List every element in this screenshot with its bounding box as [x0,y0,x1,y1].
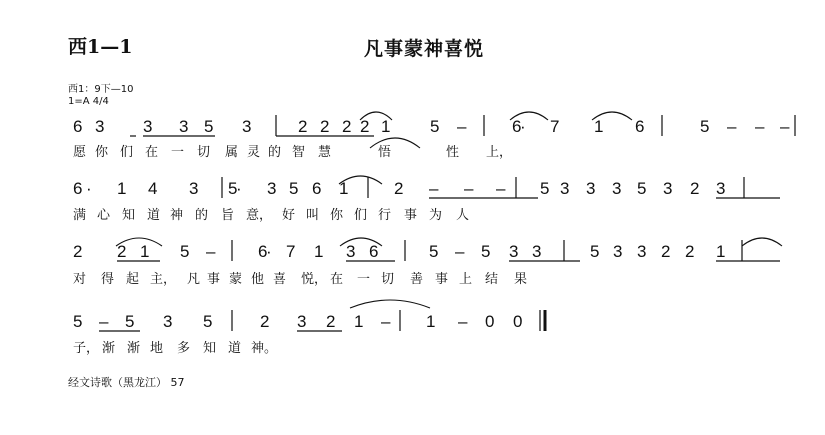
note-digit: 2 [73,242,83,261]
lyric-char: 们 [354,208,368,223]
lyric-char: 蒙 [229,272,243,287]
note-digit: 3 [267,179,277,198]
lyric-char: 旨 [221,208,235,223]
note-digit: 5 [637,179,647,198]
lyric-char: 渐 [102,341,116,356]
note-digit: 3 [532,242,542,261]
dash-note: – [99,312,109,331]
lyric-char: 慧 [318,145,332,160]
note-digit: 2 [298,117,308,136]
dash-note: – [780,117,790,136]
score-line [73,115,795,160]
lyric-char: 得 [101,272,115,287]
note-digit: 2 [326,312,336,331]
note-digit: 5 [429,242,439,261]
lyric-char: 心 [97,208,111,223]
lyric-char: 一 [171,145,185,160]
lyric-char: 神 [170,208,184,223]
dot-mark: · [266,242,272,261]
note-digit: 7 [286,242,296,261]
dash-note: – [429,179,439,198]
note-digit: 2 [342,117,352,136]
lyric-char: 们 [120,145,134,160]
lyric-char: 凡 [187,272,201,287]
note-digit: 5 [125,312,135,331]
hymn-title: 凡事蒙神喜悦 [364,38,485,60]
lyric-char: 的 [195,208,209,223]
lyric-char: 愿 [73,145,87,160]
dash-note: – [457,117,467,136]
note-digit: 5 [228,179,238,198]
note-digit: 3 [297,312,307,331]
lyric-char: 上 [459,272,473,287]
key-signature: 1=A 4/4 [68,96,109,107]
dot-mark: · [520,117,526,136]
lyric-char: 主， [150,272,177,287]
note-digit: 6 [635,117,645,136]
lyric-char: 意， [246,208,273,223]
lyric-char: 渐 [127,341,141,356]
lyric-char: 满 [73,208,87,223]
lyric-char: 的 [268,145,282,160]
note-digit: 5 [73,312,83,331]
dash-note: – [381,312,391,331]
slur [350,300,430,308]
note-digit: 6 [512,117,522,136]
lyric-char: 果 [514,272,528,287]
lyric-char: 道 [147,208,161,223]
lyric-char: 上， [486,145,513,160]
lyric-char: 事 [207,272,221,287]
lyric-char: 知 [203,341,217,356]
lyric-char: 灵 [247,145,261,160]
lyric-char: 智 [292,145,306,160]
note-digit: 1 [140,242,150,261]
note-digit: 3 [716,179,726,198]
dash-note: – [464,179,474,198]
score-line [73,240,742,287]
note-digit: 5 [700,117,710,136]
note-digit: 3 [163,312,173,331]
lyric-char: 事 [435,272,449,287]
lyric-char: 地 [150,341,164,356]
note-digit: 3 [560,179,570,198]
note-digit: 3 [242,117,252,136]
note-digit: 5 [289,179,299,198]
note-digit: 2 [685,242,695,261]
lyric-char: 对 [73,272,87,287]
dash-note: – [455,242,465,261]
note-digit: 1 [594,117,604,136]
lyric-char: 结 [485,272,499,287]
lyric-char: 行 [378,208,392,223]
note-digit: 5 [430,117,440,136]
note-digit: 2 [320,117,330,136]
note-digit: 6 [73,179,83,198]
note-digit: 5 [180,242,190,261]
lyric-char: 你 [95,145,109,160]
note-digit: 3 [179,117,189,136]
note-digit: 2 [360,117,370,136]
note-digit: 7 [550,117,560,136]
lyric-char: 神。 [251,341,278,356]
note-digit: 3 [143,117,153,136]
note-digit: 6 [258,242,268,261]
lyric-char: 事 [404,208,418,223]
note-digit: 3 [509,242,519,261]
lyric-char: 切 [197,145,211,160]
note-digit: 2 [661,242,671,261]
dash-note: – [496,179,506,198]
lyric-char: 起 [126,272,140,287]
lyric-char: 在 [330,272,344,287]
lyric-char: 一 [357,272,371,287]
note-digit: 3 [586,179,596,198]
note-digit: 5 [481,242,491,261]
lyric-char: 他 [251,272,265,287]
lyric-char: 悦， [301,272,328,287]
lyric-char: 知 [122,208,136,223]
note-digit: 3 [663,179,673,198]
note-digit: 1 [426,312,436,331]
note-digit: 6 [312,179,322,198]
note-digit: 1 [117,179,127,198]
note-digit: 1 [314,242,324,261]
note-digit: 1 [339,179,349,198]
lyric-char: 性 [446,145,460,160]
footer-source: 经文诗歌（黑龙江） 57 [68,376,185,389]
note-digit: 1 [354,312,364,331]
note-digit: 5 [540,179,550,198]
note-digit: 3 [637,242,647,261]
note-digit: 0 [513,312,523,331]
lyric-char: 在 [145,145,159,160]
note-digit: 2 [394,179,404,198]
note-digit: 0 [485,312,495,331]
note-digit: 5 [204,117,214,136]
lyric-char: 多 [177,341,191,356]
lyric-char: 好 [282,208,296,223]
lyric-char: 悟 [378,145,392,160]
dot-mark: · [86,179,92,198]
note-digit: 6 [369,242,379,261]
note-digit: 3 [346,242,356,261]
score-line [73,310,545,356]
note-digit: 1 [381,117,391,136]
lyric-char: 为 [429,208,443,223]
note-digit: 3 [612,179,622,198]
note-digit: 3 [189,179,199,198]
note-digit: 3 [613,242,623,261]
lyric-char: 道 [228,341,242,356]
lyric-char: 子， [73,341,100,356]
note-digit: 5 [203,312,213,331]
dash-note: – [755,117,765,136]
note-digit: 6 [73,117,83,136]
dot-mark: · [236,179,242,198]
lyric-char: 属 [225,145,239,160]
lyric-char: 你 [330,208,344,223]
note-digit: 2 [260,312,270,331]
lyric-char: 叫 [306,208,320,223]
note-digit: 2 [117,242,127,261]
dash-note: – [458,312,468,331]
score-line [73,177,744,223]
hymn-code: 西1—1 [68,36,133,58]
note-digit: 2 [690,179,700,198]
scripture-reference: 西1：9下—10 [68,84,134,95]
note-digit: 5 [590,242,600,261]
slur [742,238,782,246]
lyric-char: 善 [410,272,424,287]
lyric-char: 喜 [273,272,287,287]
note-digit: 3 [95,117,105,136]
lyric-char: 切 [381,272,395,287]
note-digit: 1 [716,242,726,261]
note-digit: 4 [148,179,158,198]
dash-note: – [727,117,737,136]
dash-note: – [206,242,216,261]
lyric-char: 人 [456,208,470,223]
